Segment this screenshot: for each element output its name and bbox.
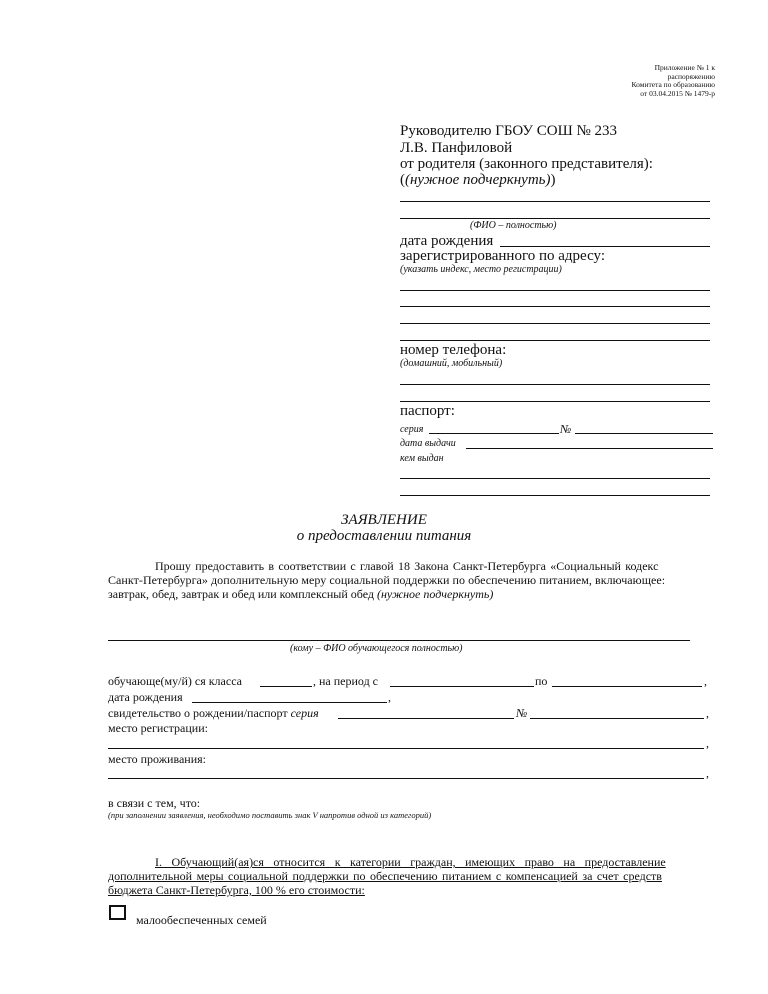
recipient-title: Руководителю ГБОУ СОШ № 233 [400,123,618,139]
phone-line[interactable] [400,384,710,385]
passport-number-line[interactable] [575,433,713,434]
annex-note [590,64,715,98]
class-line[interactable] [260,686,312,687]
annex-line: Комитета по образованию [631,80,715,90]
category1-line-1: I. Обучающий(ая)ся относится к категории граждан, имеющих право на предоставление [155,855,666,869]
period-start-line[interactable] [390,686,534,687]
address-line[interactable] [400,340,710,341]
residence-line[interactable] [108,778,704,779]
period-end-line[interactable] [552,686,702,687]
phone-label: номер телефона: [400,342,507,358]
comma: , [706,766,709,780]
address-line[interactable] [400,290,710,291]
birth-date-label: дата рождения [400,233,494,249]
comma: , [388,690,391,704]
fio-line[interactable] [400,218,710,219]
category1-option1-label: малообеспеченных семей [136,913,267,927]
class-label: обучающе(му/й) ся класса [108,674,242,688]
issued-by-line[interactable] [400,495,710,496]
certificate-series-label: серия [290,706,319,720]
passport-series-line[interactable] [429,433,559,434]
period-to-label: по [535,674,548,688]
issue-date-line[interactable] [466,448,713,449]
from-parent-label: от родителя (законного представителя): [400,156,653,172]
fio-hint: (ФИО – полностью) [470,220,557,231]
issue-date-label: дата выдачи [400,438,456,449]
underline-needed-text: (нужное подчеркнуть) [405,172,551,188]
reason-hint: (при заполнении заявления, необходимо поставить знак V напротив одной из категорий) [108,810,432,820]
address-line[interactable] [400,323,710,324]
student-fio-hint: (кому – ФИО обучающегося полностью) [290,643,463,654]
request-line-2: Санкт-Петербурга» дополнительную меру социальной поддержки по обеспечению питанием, включающее: [108,573,666,587]
recipient-name: Л.В. Панфиловой [400,140,513,156]
comma: , [704,674,707,688]
issued-by-line[interactable] [400,478,710,479]
address-hint: (указать индекс, место регистрации) [400,264,562,275]
reason-label: в связи с тем, что: [108,796,201,810]
category1-option1-checkbox[interactable] [109,905,126,920]
meal-options-hint: (нужное подчеркнуть) [376,587,494,601]
certificate-number-sign: № [516,706,528,720]
passport-number-sign: № [560,422,572,436]
category1-line-2: дополнительной меры социальной поддержки по обеспечению питанием с компенсацией за счет средств [108,869,662,883]
registration-line[interactable] [108,748,704,749]
registered-label: зарегистрированного по адресу: [400,248,605,264]
document-title: ЗАЯВЛЕНИЕ [341,512,427,528]
student-birth-label: дата рождения [108,690,183,704]
student-birth-line[interactable] [192,702,387,703]
certificate-series-line[interactable] [338,718,514,719]
comma: , [706,736,709,750]
phone-line[interactable] [400,401,710,402]
issued-by-label: кем выдан [400,453,444,464]
request-line-1: Прошу предоставить в соответствии с главой 18 Закона Санкт-Петербурга «Социальный кодекс [155,559,659,573]
birth-date-line[interactable] [500,246,710,247]
certificate-number-line[interactable] [530,718,704,719]
certificate-label [108,706,319,721]
period-label: , на период с [313,674,379,688]
certificate-text: свидетельство о рождении/паспорт [108,706,288,720]
comma: , [706,706,709,720]
category1-line-3: бюджета Санкт-Петербурга, 100 % его стоимости: [108,883,365,897]
passport-label: паспорт: [400,403,455,419]
underline-needed-hint: ((нужное подчеркнуть)) [400,172,556,188]
document-subtitle: о предоставлении питания [296,528,472,544]
annex-line: Приложение № 1 к [654,63,715,72]
phone-hint: (домашний, мобильный) [400,358,503,369]
registration-label: место регистрации: [108,721,208,735]
address-line[interactable] [400,306,710,307]
student-fio-line[interactable] [108,640,690,641]
annex-line: распоряжению [667,71,715,81]
fio-line[interactable] [400,201,710,202]
meal-options: завтрак, обед, завтрак и обед или комплексный обед [108,587,374,601]
annex-line: от 03.04.2015 № 1479-р [640,88,715,98]
request-line-3 [108,587,493,602]
residence-label: место проживания: [108,752,206,766]
passport-series-label: серия [400,424,424,435]
